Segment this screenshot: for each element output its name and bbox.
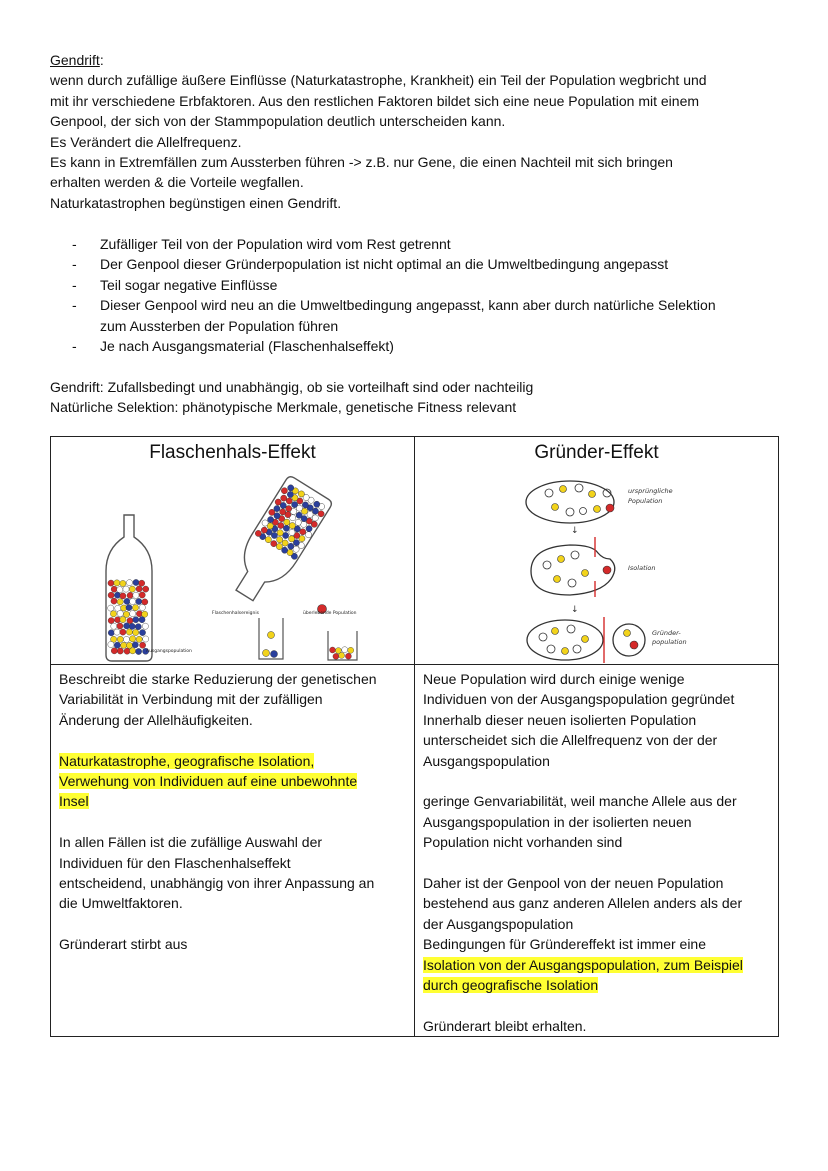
highlighted-line: durch geografische Isolation — [423, 977, 599, 994]
marble — [130, 611, 136, 617]
marble — [139, 580, 145, 586]
marble — [133, 579, 139, 585]
marble — [120, 617, 126, 623]
marble — [121, 642, 127, 648]
marble — [124, 623, 130, 629]
marble — [110, 611, 116, 617]
marble — [124, 598, 130, 604]
marble — [108, 605, 114, 611]
marble — [111, 648, 117, 654]
arrow-down-1: ↓ — [571, 526, 579, 536]
intro-line: wenn durch zufällige äußere Einflüsse (Naturkatastrophe, Krankheit) ein Teil der Population wegbricht und — [50, 72, 707, 89]
marble — [117, 587, 123, 593]
highlighted-line: Naturkatastrophe, geografische Isolation, — [59, 752, 315, 769]
label-bottleneck-event: Flaschenhalsereignis — [212, 611, 259, 616]
bottleneck-header-cell — [51, 437, 415, 665]
marble — [124, 648, 130, 654]
marble — [345, 653, 351, 659]
comparison-table — [50, 436, 779, 1037]
isolation-outline — [531, 545, 615, 595]
bottleneck-title: Flaschenhals-Effekt — [149, 442, 316, 463]
remaining-population-marbles — [539, 625, 589, 655]
original-population-outline — [526, 481, 614, 523]
marble — [117, 623, 123, 629]
text-line: Änderung der Allelhäufigkeiten. — [59, 711, 253, 728]
marble — [114, 592, 120, 598]
text-line: Ausgangspopulation — [423, 752, 550, 769]
gendrift-intro — [50, 50, 790, 213]
bullet-item: - Zufälliger Teil von der Population wird vom Rest getrennt — [72, 234, 792, 254]
intro-line: Genpool, der sich von der Stammpopulation deutlich unterscheiden kann. — [50, 113, 506, 130]
marble — [133, 592, 139, 598]
marble — [143, 586, 149, 592]
marble — [139, 617, 145, 623]
founder-title: Gründer-Effekt — [534, 442, 659, 463]
marble — [117, 648, 123, 654]
intro-line: Es kann in Extremfällen zum Aussterben führen -> z.B. nur Gene, die einen Nachteil mit sich bringen — [50, 154, 673, 171]
marble — [130, 636, 136, 642]
marble — [136, 586, 142, 592]
marble — [139, 592, 145, 598]
bottleneck-description-cell — [51, 665, 415, 1037]
intro-line: mit ihr verschiedene Erbfaktoren. Aus den restlichen Faktoren bildet sich eine neue Population mit einem — [50, 92, 700, 109]
marble — [136, 598, 142, 604]
marble — [136, 636, 142, 642]
marble — [108, 641, 114, 647]
marble — [127, 592, 133, 598]
marble — [108, 580, 114, 586]
text-line: geringe Genvariabilität, weil manche Allele aus der — [423, 793, 737, 810]
text-line: entscheidend, unabhängig von ihrer Anpassung an — [59, 875, 375, 892]
text-line: Variabilität in Verbindung mit der zufälligen — [59, 691, 323, 708]
marble — [127, 618, 133, 624]
founder-marble — [630, 641, 638, 649]
marble — [117, 599, 123, 605]
marble — [136, 648, 142, 654]
marble — [129, 586, 135, 592]
bullet-list — [72, 234, 792, 356]
highlighted-line: Insel — [59, 793, 89, 810]
marble — [114, 642, 120, 648]
arrow-down-2: ↓ — [571, 605, 579, 615]
selection-line: Natürliche Selektion: phänotypische Merkmale, genetische Fitness relevant — [50, 399, 517, 416]
marble — [129, 623, 135, 629]
founder-population-outline — [613, 624, 645, 656]
bullet-item: - Der Genpool dieser Gründerpopulation ist nicht optimal an die Umweltbedingung angepasst — [72, 254, 792, 274]
marble — [132, 642, 138, 648]
event-glass — [259, 618, 283, 659]
founder-illustration — [415, 467, 779, 663]
label-surviving-population: überlebende Population — [303, 611, 357, 616]
text-line: Beschreibt die starke Reduzierung der genetischen — [59, 671, 377, 687]
text-line: bestehend aus ganz anderen Allelen anders als der — [423, 895, 743, 912]
marble — [117, 610, 123, 616]
marble — [111, 586, 117, 592]
marble — [123, 586, 129, 592]
text-line: der Ausgangspopulation — [423, 915, 574, 932]
marble — [111, 623, 117, 629]
marble — [108, 618, 114, 624]
text-line: Individuen für den Flaschenhalseffekt — [59, 854, 291, 871]
bullet-item: - Je nach Ausgangsmaterial (Flaschenhalseffekt) — [72, 336, 792, 356]
founder-description-cell — [415, 665, 779, 1037]
text-line: Population nicht vorhanden sind — [423, 834, 623, 851]
marble — [142, 599, 148, 605]
marble — [133, 617, 139, 623]
comparison-lines — [50, 377, 790, 418]
start-population-marbles — [108, 579, 149, 654]
intro-line: Naturkatastrophen begünstigen einen Gendrift. — [50, 194, 342, 211]
marble — [143, 636, 149, 642]
section-title: Gendrift: — [50, 52, 104, 68]
text-line: Ausgangspopulation in der isolierten neuen — [423, 813, 692, 830]
founder-marble — [624, 630, 631, 637]
marble — [126, 580, 132, 586]
marble — [108, 592, 114, 598]
marble — [114, 580, 120, 586]
marble — [126, 629, 132, 635]
label-founder-population-b: population — [652, 638, 687, 646]
label-original-population-a: ursprüngliche — [628, 487, 673, 495]
text-line: Bedingungen für Gründereffekt ist immer eine — [423, 936, 707, 953]
marble — [117, 636, 123, 642]
marble — [120, 580, 126, 586]
marble — [130, 598, 136, 604]
intro-line: erhalten werden & die Vorteile wegfallen. — [50, 174, 304, 191]
marble — [135, 624, 141, 630]
marble — [123, 636, 129, 642]
marble — [339, 652, 345, 658]
text-line: Neue Population wird durch einige wenige — [423, 671, 685, 687]
tilted-bottle — [222, 475, 333, 609]
label-start-population: Ausgangspopulation — [146, 649, 192, 654]
marble — [123, 611, 129, 617]
marble — [120, 593, 126, 599]
intro-line: Es Verändert die Allelfrequenz. — [50, 133, 242, 150]
marble — [133, 629, 139, 635]
highlighted-line: Isolation von der Ausgangspopulation, zum Beispiel — [423, 956, 743, 973]
bullet-item: - Teil sogar negative Einflüsse — [72, 275, 792, 295]
marble — [140, 642, 146, 648]
marble — [333, 653, 339, 659]
marble — [111, 598, 117, 604]
text-line: Innerhalb dieser neuen isolierten Population — [423, 711, 697, 728]
label-isolation: Isolation — [628, 564, 656, 572]
gendrift-line: Gendrift: Zufallsbedingt und unabhängig, ob sie vorteilhaft sind oder nachteilig — [50, 379, 534, 395]
highlighted-line: Verwehung von Individuen auf eine unbewohnte — [59, 773, 358, 790]
text-line: Individuen von der Ausgangspopulation gegründet — [423, 691, 735, 708]
marble — [348, 647, 354, 653]
marble — [139, 604, 145, 610]
survivor-glass — [328, 631, 357, 660]
marble — [130, 648, 136, 654]
text-line: die Umweltfaktoren. — [59, 895, 183, 912]
marble — [139, 630, 145, 636]
bullet-item: - Dieser Genpool wird neu an die Umweltbedingung angepasst, kann aber durch natürliche Selektion zum Aussterben der Population führen — [72, 295, 792, 336]
bottleneck-illustration — [51, 467, 413, 663]
text-line: In allen Fällen ist die zufällige Auswahl der — [59, 834, 323, 851]
marble — [132, 605, 138, 611]
marble — [142, 623, 148, 629]
marble — [142, 611, 148, 617]
text-line: Daher ist der Genpool von der neuen Population — [423, 875, 724, 892]
conclusion-line: Gründerart bleibt erhalten. — [423, 1017, 587, 1034]
text-line: unterscheidet sich die Allelfrequenz von der der — [423, 732, 718, 749]
founder-header-cell — [415, 437, 779, 665]
conclusion-line: Gründerart stirbt aus — [59, 936, 188, 953]
label-original-population-b: Population — [628, 497, 663, 505]
marble — [126, 605, 132, 611]
marble — [330, 647, 336, 653]
marble — [342, 647, 348, 653]
marble — [114, 629, 120, 635]
marble — [120, 629, 126, 635]
marble — [108, 630, 114, 636]
label-founder-population-a: Gründer- — [652, 629, 681, 637]
